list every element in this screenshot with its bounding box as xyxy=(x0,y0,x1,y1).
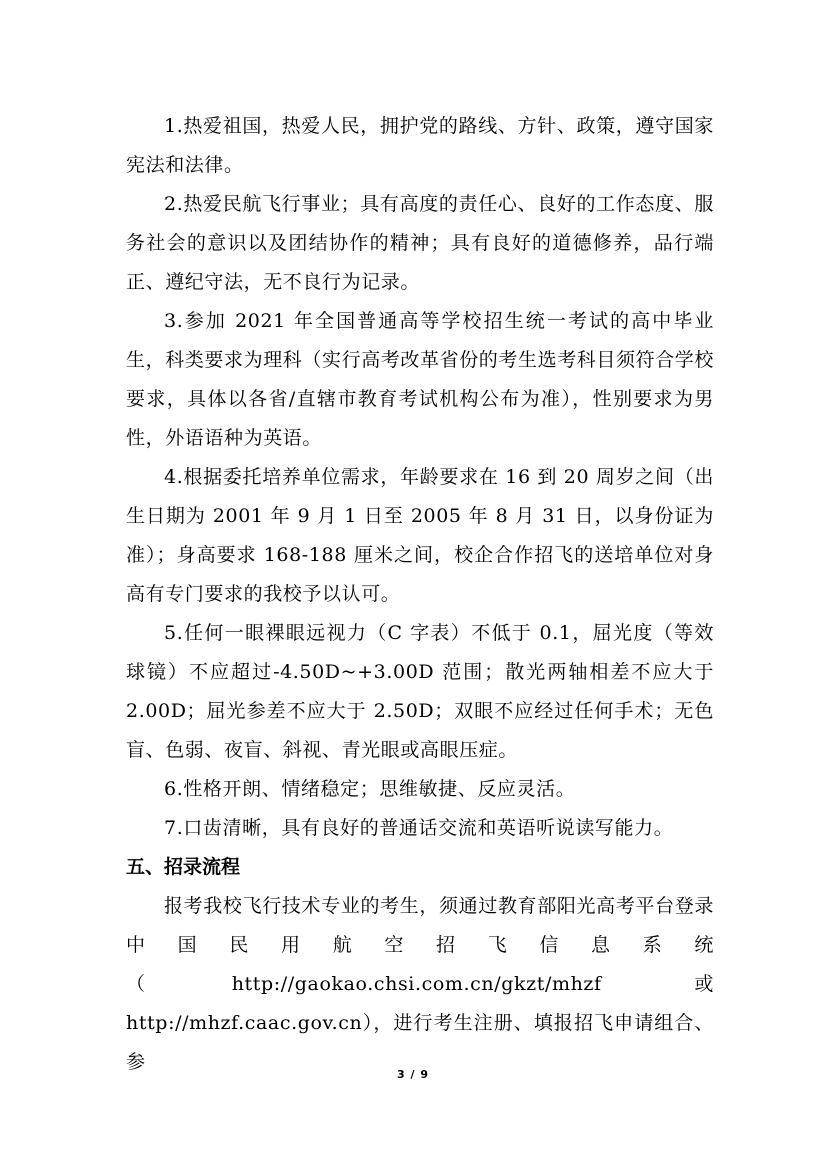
requirement-paragraph: 4.根据委托培养单位需求，年龄要求在 16 到 20 周岁之间（出生日期为 2001 年 9 月 1 日至 2005 年 8 月 31 日，以身份证为准）；身高要求 168-188 厘米之间，校企合作招飞的送培单位对身高有专门要求的我校予以认可。 xyxy=(126,466,714,605)
requirement-paragraph: 3.参加 2021 年全国普通高等学校招生统一考试的高中毕业生，科类要求为理科（实行高考改革省份的考生选考科目须符合学校要求，具体以各省/直辖市教育考试机构公布为准），性别要求为男性，外语语种为英语。 xyxy=(126,310,715,449)
requirement-paragraph: 5.任何一眼裸眼远视力（C 字表）不低于 0.1，屈光度（等效球镜）不应超过-4.50D~+3.00D 范围；散光两轴相差不应大于 2.00D；屈光参差不应大于 2.50D；双眼不应经过任何手术；无色盲、色弱、夜盲、斜视、青光眼或高眼压症。 xyxy=(126,622,714,761)
page-number: 3 / 9 xyxy=(397,1068,429,1081)
document-body xyxy=(126,107,714,1082)
requirement-paragraph: 1.热爱祖国，热爱人民，拥护党的路线、方针、政策，遵守国家宪法和法律。 xyxy=(126,115,714,176)
requirement-paragraph: 6.性格开朗、情绪稳定；思维敏捷、反应灵活。 xyxy=(164,778,576,800)
requirement-paragraph: 2.热爱民航飞行事业；具有高度的责任心、良好的工作态度、服务社会的意识以及团结协作的精神；具有良好的道德修养，品行端正、遵纪守法，无不良行为记录。 xyxy=(126,193,714,293)
section-heading: 五、招录流程 xyxy=(126,856,241,878)
section-paragraph: 报考我校飞行技术专业的考生，须通过教育部阳光高考平台登录中国民用航空招飞信息系统（http://gaokao.chsi.com.cn/gkzt/mhzf 或 http://mhzf.caac.gov.cn），进行考生注册、填报招飞申请组合、参 xyxy=(126,895,714,1073)
requirement-paragraph: 7.口齿清晰，具有良好的普通话交流和英语听说读写能力。 xyxy=(164,817,674,839)
